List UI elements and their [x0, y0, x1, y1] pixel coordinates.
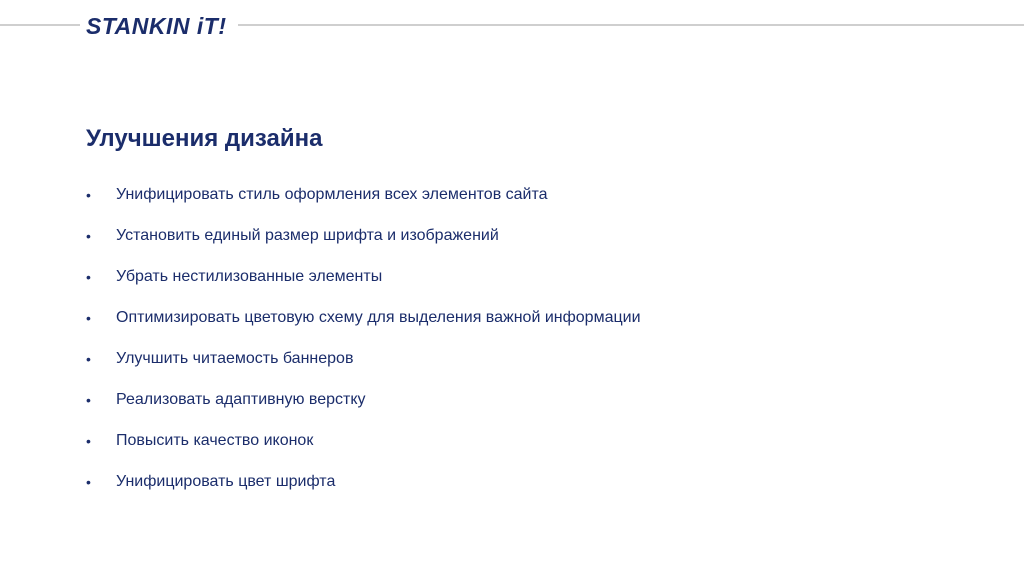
bullet-icon: •	[86, 268, 91, 285]
bullet-icon: •	[86, 432, 91, 449]
list-item	[86, 256, 641, 297]
bullet-text: Убрать нестилизованные элементы	[116, 267, 383, 285]
header-rule-right	[238, 24, 1024, 26]
list-item	[86, 215, 641, 256]
bullet-text: Повысить качество иконок	[116, 431, 314, 449]
list-item	[86, 174, 641, 215]
list-item	[86, 379, 641, 420]
header-rule-left	[0, 24, 80, 26]
bullet-text: Улучшить читаемость баннеров	[116, 349, 354, 367]
list-item	[86, 461, 641, 502]
bullet-icon: •	[86, 186, 91, 203]
bullet-text: Унифицировать цвет шрифта	[116, 472, 336, 490]
bullet-text: Установить единый размер шрифта и изображений	[116, 226, 499, 244]
bullet-list	[86, 174, 641, 502]
bullet-icon: •	[86, 350, 91, 367]
list-item	[86, 338, 641, 379]
list-item	[86, 420, 641, 461]
slide-title: Улучшения дизайна	[86, 125, 323, 152]
stankin-it-logo: STANKIN iT!	[86, 13, 227, 39]
bullet-text: Оптимизировать цветовую схему для выделения важной информации	[116, 308, 641, 326]
list-item	[86, 297, 641, 338]
bullet-text: Реализовать адаптивную верстку	[116, 390, 366, 408]
bullet-text: Унифицировать стиль оформления всех элементов сайта	[116, 185, 548, 203]
bullet-icon: •	[86, 227, 91, 244]
bullet-icon: •	[86, 391, 91, 408]
bullet-icon: •	[86, 473, 91, 490]
bullet-icon: •	[86, 309, 91, 326]
